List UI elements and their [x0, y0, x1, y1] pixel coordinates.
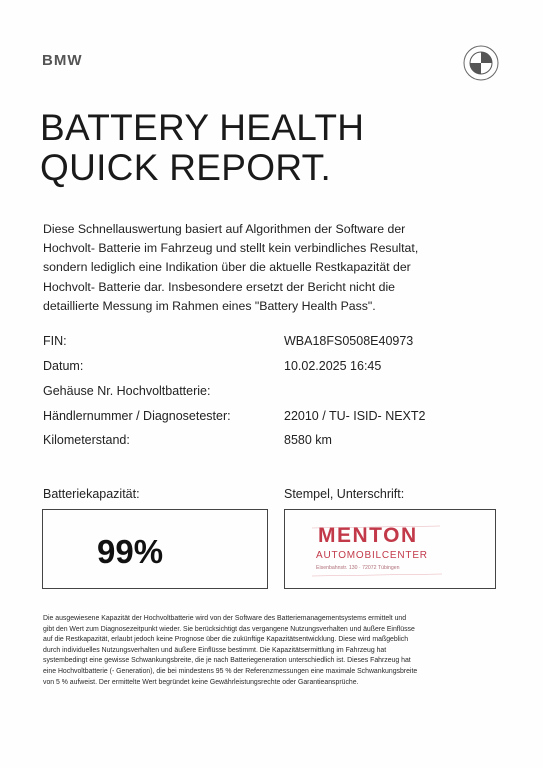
intro-line: Diese Schnellauswertung basiert auf Algorithmen der Software der: [43, 222, 406, 236]
footnote-line: systembedingt eine gewisse Schwankungsbreite, die je nach Batteriegeneration unterschiedlich ist. Dieses Fahrzeug hat: [43, 657, 411, 665]
intro-line: Hochvolt- Batterie im Fahrzeug und stellt kein verbindliches Resultat,: [43, 241, 419, 256]
dealer-stamp: [308, 518, 448, 580]
title-line-1: BATTERY HEALTH: [40, 107, 365, 148]
dealer-value: 22010 / TU- ISID- NEXT2: [284, 409, 426, 423]
intro-line: Hochvolt- Batterie dar. Insbesondere ersetzt der Bericht nicht die: [43, 279, 396, 294]
stamp-line-3: Eisenbahnstr. 130 · 72072 Tübingen: [316, 565, 400, 571]
km-value: 8580 km: [284, 433, 332, 447]
brand-name: BMW: [42, 52, 83, 69]
legal-footnote: [43, 614, 495, 688]
signature-label: Stempel, Unterschrift:: [284, 487, 405, 501]
footnote-line: auf die Restkapazität, erlaubt jedoch keine Prognose über die zukünftige Kapazitätsentwicklung. Diese wird maßgeblich: [43, 636, 409, 644]
date-label: Datum:: [43, 359, 84, 373]
housing-label: Gehäuse Nr. Hochvoltbatterie:: [43, 384, 211, 398]
intro-line: sondern lediglich eine Indikation über die aktuelle Restkapazität der: [43, 260, 411, 275]
footnote-line: durch individuelles Nutzungsverhalten und äußere Einflüsse bestimmt. Die Kapazitätsermittlung im Fahrzeug hat: [43, 646, 387, 654]
fin-value: WBA18FS0508E40973: [284, 334, 414, 348]
capacity-label: Batteriekapazität:: [43, 487, 140, 501]
intro-paragraph: [43, 220, 493, 316]
stamp-line-2: AUTOMOBILCENTER: [316, 550, 428, 561]
capacity-value: 99%: [97, 533, 164, 570]
dealer-label: Händlernummer / Diagnosetester:: [43, 409, 231, 423]
title-line-2: QUICK REPORT.: [40, 147, 332, 188]
intro-line: detaillierte Messung im Rahmen eines "Battery Health Pass".: [43, 298, 376, 313]
fin-label: FIN:: [43, 334, 67, 348]
footnote-line: gibt den Wert zum Diagnosezeitpunkt wieder. Sie berücksichtigt das vergangene Nutzungsverhalten und äußere Einflüsse: [43, 625, 415, 633]
footnote-line: von 5 % aufweist. Der ermittelte Wert begründet keine Gewährleistungsrechte oder Garantieansprüche.: [43, 678, 359, 686]
report-title: [40, 108, 364, 188]
footnote-line: eine Hochvoltbatterie (- Generation), die bei mindestens 95 % der Referenzmessungen eine maximale Schwankungsbreite: [43, 667, 418, 675]
bmw-roundel-icon: [463, 45, 499, 81]
date-value: 10.02.2025 16:45: [284, 359, 382, 373]
km-label: Kilometerstand:: [43, 433, 130, 447]
stamp-line-1: MENTON: [318, 524, 418, 547]
footnote-line: Die ausgewiesene Kapazität der Hochvoltbatterie wird von der Software des Batteriemanagementsystems ermittelt und: [43, 615, 407, 622]
